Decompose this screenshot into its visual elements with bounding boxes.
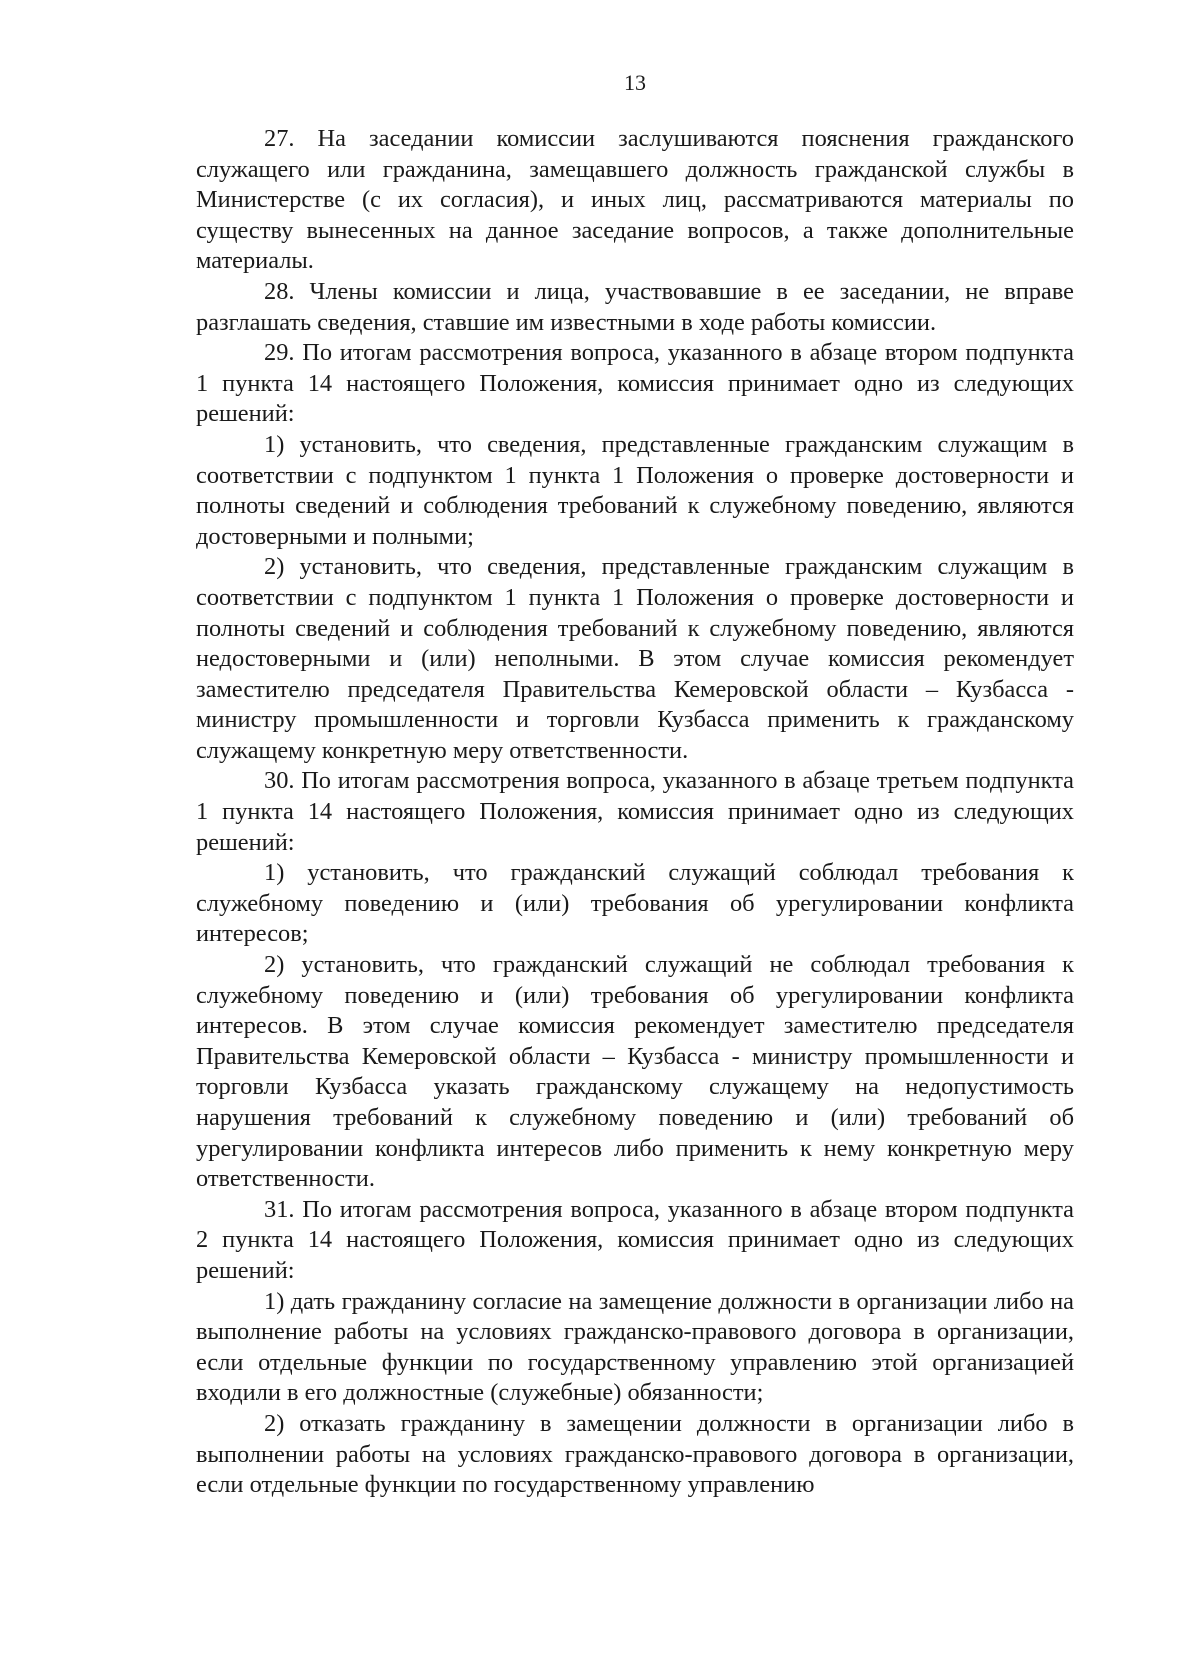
paragraph-29-item-1: 1) установить, что сведения, представленные гражданским служащим в соответствии с подпунктом 1 пункта 1 Положения о проверке достоверности и полноты сведений и соблюдения требований к служебному поведению, являются достоверными и полными; bbox=[196, 430, 1074, 550]
paragraph-30-item-1: 1) установить, что гражданский служащий соблюдал требования к служебному поведению и (или) требования об урегулировании конфликта интересов; bbox=[196, 859, 1074, 948]
paragraph-30: 30. По итогам рассмотрения вопроса, указанного в абзаце третьем подпункта 1 пункта 14 настоящего Положения, комиссия принимает одно из следующих решений: bbox=[196, 767, 1074, 856]
paragraph-31-item-2: 2) отказать гражданину в замещении должности в организации либо в выполнении работы на условиях гражданско-правового договора в организации, если отдельные функции по государственному управлению bbox=[196, 1409, 1074, 1499]
paragraph-29: 29. По итогам рассмотрения вопроса, указанного в абзаце втором подпункта 1 пункта 14 настоящего Положения, комиссия принимает одно из следующих решений: bbox=[196, 339, 1074, 428]
document-body bbox=[196, 124, 1074, 1501]
page-number: 13 bbox=[624, 70, 646, 95]
paragraph-28: 28. Члены комиссии и лица, участвовавшие в ее заседании, не вправе разглашать сведения, ставшие им известными в ходе работы комиссии. bbox=[196, 277, 1074, 336]
paragraph-31: 31. По итогам рассмотрения вопроса, указанного в абзаце втором подпункта 2 пункта 14 настоящего Положения, комиссия принимает одно из следующих решений: bbox=[196, 1195, 1074, 1284]
paragraph-29-item-2: 2) установить, что сведения, представленные гражданским служащим в соответствии с подпунктом 1 пункта 1 Положения о проверке достоверности и полноты сведений и соблюдения требований к служебному поведению, являются недостоверными и (или) неполными. В этом случае комиссия рекомендует заместителю председателя Правительства Кемеровской области – Кузбасса - министру промышленности и торговли Кузбасса применить к гражданскому служащему конкретную меру ответственности. bbox=[196, 553, 1074, 764]
paragraph-27: 27. На заседании комиссии заслушиваются пояснения гражданского служащего или гражданина, замещавшего должность гражданской службы в Министерстве (с их согласия), и иных лиц, рассматриваются материалы по существу вынесенных на данное заседание вопросов, а также дополнительные материалы. bbox=[196, 125, 1074, 275]
paragraph-31-item-1: 1) дать гражданину согласие на замещение должности в организации либо на выполнение работы на условиях гражданско-правового договора в организации, если отдельные функции по государственному управлению этой организацией входили в его должностные (служебные) обязанности; bbox=[196, 1287, 1074, 1407]
paragraph-30-item-2: 2) установить, что гражданский служащий не соблюдал требования к служебному поведению и (или) требования об урегулировании конфликта интересов. В этом случае комиссия рекомендует заместителю председателя Правительства Кемеровской области – Кузбасса - министру промышленности и торговли Кузбасса указать гражданскому служащему на недопустимость нарушения требований к служебному поведению и (или) требований об урегулировании конфликта интересов либо применить к нему конкретную меру ответственности. bbox=[196, 951, 1074, 1193]
